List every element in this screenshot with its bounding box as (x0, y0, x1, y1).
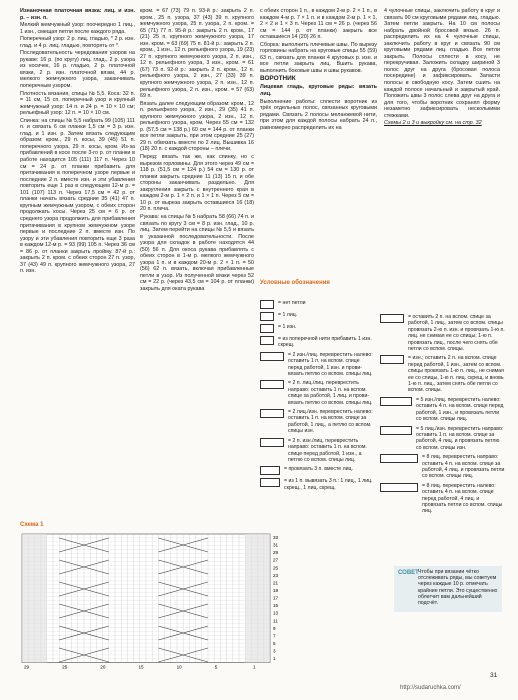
legend-item (260, 478, 375, 491)
column-label: 29 (24, 664, 30, 670)
paragraph: с обеих сторон 1 п., в каждом 2-м р. 2 × 1 п., в каждом 4-м р. 7 × 1 п. и в каждом 2-м р. 1 × 1, 2 × 2 и 1 × 3 п. Через 11 см = 26 р. (через 56 см = 144 р. от планки) закрыть все оставшиеся 14 (20) 26 п. (260, 8, 377, 41)
stitch-symbol-icon (260, 380, 284, 389)
stitch-symbol-icon (260, 312, 274, 321)
legend-left (260, 300, 375, 491)
row-label: 11 (273, 618, 278, 624)
paragraph: Последовательность чередования узоров на рукаве: 16 р. (по кругу) лиц. глад., 2 р. узора из косичек, 16 р. гладью, 2 р. платочной вязки, 2 р. изн. платочной вязки, 44 р. мелкого жемчужного узора, заканчивать поперечным узором. (20, 50, 135, 90)
paragraph: Спинка: на спицы № 5,5 набрать 99 (105) 111 п. и связать 6 см планки 1,5 см = 3 р. изн. глад. и 1 изн. р. Затем вязать следующим образом: кром., 29 п. косы, 39 (45) 51 п. поперечного узора, 29 п. косы, кром. Из-за прибавлений в косе после 3-го р. от планки в работе находится 105 (111) 117 п. Через 10 см = 24 р. от планки прибавить для притачивания в поперечном узоре первые и последние 2 п. вместе изн. и эти убавления повторить еще 1 раз в следующем 12-м р. = 101 (107) 113 п. Через 17,5 см = 42 р. от планки начать вязать средние 35 (41) 47 п. крупным жемчужным узором, с обеих сторон продолжать косы. Через 25 см = 6 р. от среднего узора продолжить для прибавления притачивания в крупном жемчужном узоре первые и последние 2 п. вместе изн. По узору и эти убавления повторить еще 3 раза в каждом 12-м р. = 93 (99) 105 п. Через 36 см = 86 р. от планки закрыть пройму. 87-й р.: закрыть 2 п. кром. с обеих сторон 27 п. узор, 37 (43) 49 п. крупного жемчужного узора, 27 п. изн. (20, 117, 135, 275)
paragraph: 4 чулочные спицы, заключить работу в круг и связать 90 см круговыми рядами лиц. гладью. Затем петли закрыть. На 10 см полосы набрать двойной бросовой вязью. 26 п. распределить их на 4 чулочные спицы, заключить работу в круг и связать 90 см круговыми рядами лиц. гладью. Все петли закрыть. Полосы сплести в косу, не перекручивая. Заложить складку шириной 3 полос друг на друга (бросовая полоса посередине) и зафиксировать. Запасти полосы в свободную косу. Затем сшить на каждой полосе начальный и закрытый край. Положить швы 3 полос слева друг на друга и для того, чтобы воротник сохранял форму незаметно зафиксировать несколькими стежками. (384, 8, 500, 119)
legend-item (260, 409, 375, 435)
legend-text: = 2 лиц./изн. переврестить налево: оставить 1 п. на вспом. спице за работой, 1 лиц., а петлю со вспом. спицы изн. (288, 409, 373, 435)
text-column-2 (140, 8, 254, 294)
text-column-3 (260, 8, 377, 132)
legend-text: = 2 изн./лиц. переврестить налево: оставить 1 п. на вспом. спице перед работой, 1 изн. и прови-вязать петлю со вспом. спицы лиц. (288, 351, 373, 378)
legend-text: = 5 лиц./изн. переврестить направо: оставить 1 п. на вспом. спице за работой, 4 лиц. и провязать петлю со вспом. спицы изн. (416, 425, 504, 451)
legend-text: = 2 п. лиц./лиц. переврестить направо: оставить 1 п. на вспом. спице за работой, 1 лиц. и прови-вязать петлю со вспом. спицы лиц. (288, 380, 373, 406)
stitch-symbol-icon (260, 409, 284, 418)
legend-text: = 5 изн./лиц. переврестить налево: оставить 4 п. на вспом. спице перед работой, 1 изн., и провязать петли со вспом. спицы лиц. (416, 396, 504, 423)
column-label: 1 (252, 664, 256, 670)
legend-text: = 8 лиц. переврестить направо: оставить 4 п. на вспом. спице за работой, 4 лиц. и провязать петли со вспом. спицы лиц. (422, 454, 505, 480)
legend-text: = 1 изн. (278, 324, 297, 330)
paragraph: Выполнение работы: сплести воротник из трёх отдельных полос, связанных круговыми рядами. Связать 2 полосы меланжевой нити, при этом для каждой полосы набрать 24 п., равномерно распределить их на (260, 98, 377, 131)
shaded-column (258, 534, 264, 663)
text-column-1 (20, 8, 135, 276)
paragraph: Вязать далее следующим образом: кром., 12 п. рельефного узора, 2 изн., 29 (35) 41 п. крупного жемчужного узора, 2 изн., 12 п. рельефного узора, кром. Через 55 см = 132 р. (57,5 см = 138 р.) 60 см = 144 р. от планки все петли закрыть, при этом средние 25 (27) 29 п. обвязать вместе по 2 лиц. Вышивка 16 (18) 20 п. с каждой стороны – плечи. (140, 100, 254, 153)
stitch-symbol-icon (380, 397, 412, 406)
legend-item (260, 324, 375, 333)
stitch-symbol-icon (260, 300, 274, 309)
legend-item (380, 355, 505, 393)
legend-text: = из поперечной нити прибавить 1 изн. скрещ. (278, 336, 372, 349)
legend-text: = 8 лиц. переврестить налево: оставить 4 п. на вспом. спице перед работой, 4 лиц. и провязать петли со вспом. спицы лиц. (422, 482, 503, 515)
stitch-symbol-icon (380, 454, 418, 463)
row-label: 33 (273, 535, 279, 540)
legend-text: = 1 лиц. (278, 312, 298, 318)
legend-title: Условные обозначения (260, 280, 330, 286)
schema-title: Схема 1 (20, 522, 44, 528)
legend (260, 300, 505, 515)
legend-item (260, 312, 375, 321)
paragraph: Поперечный узор: 2 р. лиц. гладью, * 2 р. изн. глад. и 4 р. лиц. гладью, повторять от *. (20, 36, 135, 49)
legend-item (380, 426, 505, 452)
reference-note: Схемы 2 и 3 и выкройку см. на стр. 32 (384, 120, 482, 127)
site-url: http://sudaruchka.com/ (400, 685, 461, 691)
legend-item (260, 380, 375, 406)
column-label: 25 (62, 664, 68, 670)
row-label: 5 (273, 640, 276, 646)
legend-item (380, 483, 505, 515)
row-label: 25 (273, 565, 279, 571)
paragraph: Рукава: на спицы № 5 набрать 58 (66) 74 п. и связать по кругу 3 см = 8 р. изн. глад., 10 р. лиц. Затем перейти на спицы № 5,5 и вязать в указанной последовательности. После узора для складок в работе находятся 44 (50) 56 п. Для окоса рукава прибавлять с обеих сторон в 1-м р. мелкого жемчужного узора 1 п. и в каждом 20-м р. 2 × 1 п. = 50 (56) 62 п. вязать, включая прибавленные петли в узор. Из полученной вязки через 52 см = 22 р. (через 43,5 см = 104 р. от планки) закрыть для оката рукава (140, 213, 254, 292)
legend-right (380, 314, 505, 518)
legend-text: = изн.; оставить 2 п. на вспом. спице перед работой, 1 изн., затем со вспом. спицы провязать 1-ю п. лиц., не снимая ее со спицы, 1-ю п. лиц. скрещ. и вновь 1-ю п. лиц., затем снять обе петли со вспом. спицы. (408, 355, 504, 394)
legend-text: = оставить 2 п. на вспом. спице за работой, 1 лиц., затем со вспом. спицы провязать 2-ю п. изн. и провязать 1-ю п. лиц. не снимая ее со спицы; 1-ю п. провязать лиц., после чего снять обе петли со вспом. спицы. (408, 314, 505, 353)
stitch-symbol-icon (260, 352, 284, 361)
tip-box (394, 566, 502, 612)
stitch-symbol-icon (260, 466, 280, 475)
stitch-symbol-icon (380, 426, 412, 435)
stitch-symbol-icon (380, 483, 418, 492)
legend-item (260, 438, 375, 464)
shaded-column (41, 534, 47, 663)
paragraph: Плотность вязания, спицы № 5,5. Коса: 32 п. = 11 см, 15 сп. поперечный узор и крупный жемчужный узор: 14 п. и 24 р. = 10 × 10 см; рельефный узор: 12 п. = 10 × 10 см. (20, 90, 135, 117)
legend-item (260, 300, 375, 309)
row-label: 27 (273, 557, 279, 563)
row-label: 15 (273, 603, 279, 609)
legend-item (380, 314, 505, 352)
row-label: 17 (273, 595, 279, 601)
stitch-symbol-icon (380, 314, 404, 323)
stitch-symbol-icon (260, 336, 274, 345)
stitch-symbol-icon (380, 355, 404, 364)
knitting-chart (20, 532, 282, 672)
legend-item (380, 397, 505, 423)
stitch-symbol-icon (260, 478, 280, 487)
paragraph: Изнаночная платочная вязка: лиц. и изн. р. – изн. п. (20, 8, 135, 21)
row-label: 9 (273, 625, 276, 631)
paragraph: Мелкий жемчужный узор: поочередно 1 лиц., 1 изн., смещая петли после каждого ряда. (20, 22, 135, 35)
row-label: 23 (273, 572, 279, 578)
row-label: 7 (273, 633, 276, 639)
shaded-column (245, 534, 251, 663)
page-number: 31 (490, 672, 498, 679)
row-label: 29 (273, 550, 279, 556)
legend-item (260, 466, 375, 475)
shaded-column (34, 534, 40, 663)
column-label: 10 (176, 664, 182, 670)
tip-text: Чтобы при вязании чётко отслеживать ряды, мы советуем через каждые 10 р. отмечать крайние петли. Это существенно облегчит вам дальнейший подсчёт. (418, 569, 498, 607)
shaded-column (264, 534, 270, 663)
text-column-4 (384, 8, 500, 128)
paragraph: Лицевая гладь, круговые ряды: вязать лиц. (260, 84, 377, 98)
paragraph: кром. = 67 (73) 79 п. 93-й р.: закрыть 2 п. кром., 25 п. узора, 37 (43) 39 п. крупного жемчужного узора, 25 п. узора, 2 п. кром. = 65 (71) 77 п. 95-й р.: закрыть 2 п. кром., 17 (21) 25 п. крупного жемчужного узора, 17 изн. кром. = 63 (69) 75 п. 81-й р.: закрыть 2 п. кром., 1 изн., 12 п. рельефного узора, 19 (23) 27 п. крупного жемчужного узора, 2 п. изн., 12 п. рельефного узора, 3 изн., кром. = 61 (67) 73 п. 92-й р.: закрыть 2 п. кром., 12 п. рельефного узора, 2 изн., 27 (33) 39 п. крупного жемчужного узора, 2 п. изн., 12 п. рельефного узора, 2 п. изн., кром. = 57 (63) 69 п. (140, 8, 254, 100)
legend-item (260, 352, 375, 378)
legend-text: = 2 п. изн./лиц. переврестить направо: оставить 1 п. на вспом. спице перед работой, 1 изн., а петлю со вспом. спицы лиц. (288, 437, 367, 463)
row-label: 13 (273, 610, 279, 616)
legend-text: = провязать 3 п. вместе лиц. (284, 466, 353, 473)
column-label: 20 (100, 664, 106, 670)
row-label: 21 (273, 580, 279, 586)
stitch-symbol-icon (260, 324, 274, 333)
legend-item (380, 454, 505, 480)
row-label: 1 (273, 656, 276, 662)
row-label: 19 (273, 587, 279, 593)
paragraph: Перед: вязать так же, как спинку, но с вырезом горловины. Для этого через 49 см = 118 р. (51,5 см = 124 р.) 54 см = 130 р. от планки закрыть средние 11 (13) 15 п. и обе стороны заканчивать раздельно. Для закругления закрыть с внутреннего края в каждом 2-м р. 1 × 2 п. и 1 × 1 п. Через 5 см = 10 р. от выреза закрыть оставшиеся 16 (18) 20 п. плеча. (140, 154, 254, 213)
shaded-column (22, 534, 28, 663)
tip-title: СОВЕТ (398, 570, 419, 576)
row-label: 3 (273, 648, 276, 654)
paragraph: Сборка: выполнить плечевые швы. По вырезу горловины набрать на круговые спицы 55 (59) 63 п., связать для планки 4 круговых р. изн. и все петли закрыть лиц. Вшить рукава, выполнить боковые швы и швы рукавов. (260, 41, 377, 74)
section-heading: ВОРОТНИК (260, 75, 296, 83)
shaded-column (251, 534, 257, 663)
column-label: 15 (138, 664, 144, 670)
stitch-symbol-icon (260, 438, 284, 447)
legend-item (260, 336, 375, 349)
column-label: 5 (214, 664, 218, 670)
shaded-column (28, 534, 34, 663)
row-label: 31 (273, 542, 279, 548)
legend-text: = нет петли (278, 300, 306, 306)
legend-text: = из 1 п. вывязать 3 п.: 1 лиц., 1 лиц. скрещ., 1 лиц. скрещ. (284, 478, 373, 491)
